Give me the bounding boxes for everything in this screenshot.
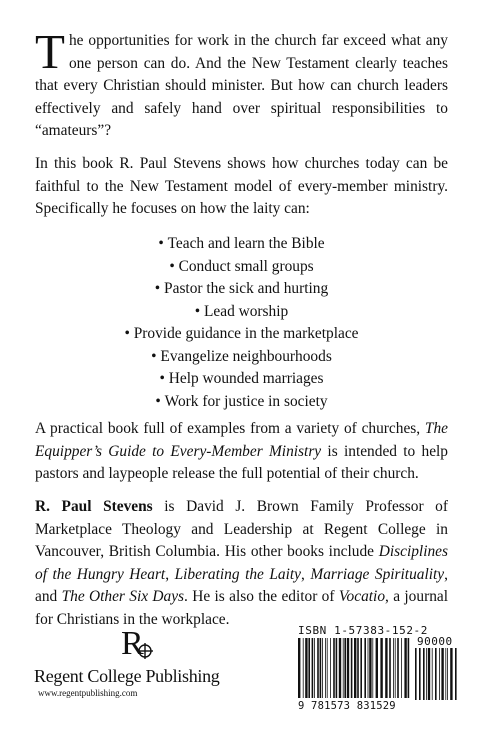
bio-text: , a journal for Christians in the workplace. [35,588,448,628]
ean-barcode-icon [298,638,410,698]
bio-text: is David J. Brown Family Professor of Marketplace Theology and Leadership at Regent College in Vancouver, British Columbia. His other books include [35,498,448,560]
list-item: • Pastor the sick and hurting [35,278,448,301]
summary-text-pre: A practical book full of examples from a variety of churches, [35,420,425,437]
ean-number: 9 781573 831529 [298,700,396,712]
list-item: • Lead worship [35,301,448,324]
list-item: • Teach and learn the Bible [35,233,448,256]
publisher-logo [34,624,234,714]
bio-text: , and [35,565,448,605]
other-book-title: The Other Six Days [61,588,185,605]
intro-text: he opportunities for work in the church far exceed what any one person can do. And the New Testament clearly teaches that every Christian should minister. But how can church leaders effectively and safely hand over spiritual responsibilities to “amateurs”? [35,32,448,139]
publisher-url: www.regentpublishing.com [38,688,138,698]
isbn-barcode [298,624,458,712]
other-book-title: Disciplines of the Hungry Heart [35,543,448,583]
list-item: • Provide guidance in the marketplace [35,323,448,346]
drop-cap: T [35,24,65,79]
journal-title: Vocatio [338,588,386,605]
other-book-title: Liberating the Laity [174,565,302,583]
list-item: • Conduct small groups [35,256,448,279]
bio-text: . He is also the editor of [184,588,339,605]
intro-paragraph [35,24,448,143]
author-name: R. Paul Stevens [35,498,153,515]
list-item: • Evangelize neighbourhoods [35,346,448,369]
publisher-mark-icon [119,624,153,662]
summary-text-post: is intended to help pastors and laypeople release the full potential of their church. [35,442,448,482]
bio-text: , [165,565,175,583]
book-title: The Equipper’s Guide to Every-Member Ministry [35,420,448,460]
price-code: 90000 [417,635,453,648]
list-item: • Work for justice in society [35,391,448,414]
laity-list [35,233,448,413]
bio-text: , [301,565,311,583]
publisher-name: Regent College Publishing [34,666,220,686]
description-paragraph: In this book R. Paul Stevens shows how churches today can be faithful to the New Testament model of every-member ministry. Specifically he focuses on how the laity can: [35,155,448,217]
addon-barcode-icon [415,648,457,700]
list-item: • Help wounded marriages [35,368,448,391]
isbn-label: ISBN 1-57383-152-2 [298,624,429,637]
publisher-mark-letter: R [121,625,144,662]
author-bio [35,496,448,631]
summary-paragraph [35,418,448,486]
other-book-title: Marriage Spirituality [310,565,445,583]
